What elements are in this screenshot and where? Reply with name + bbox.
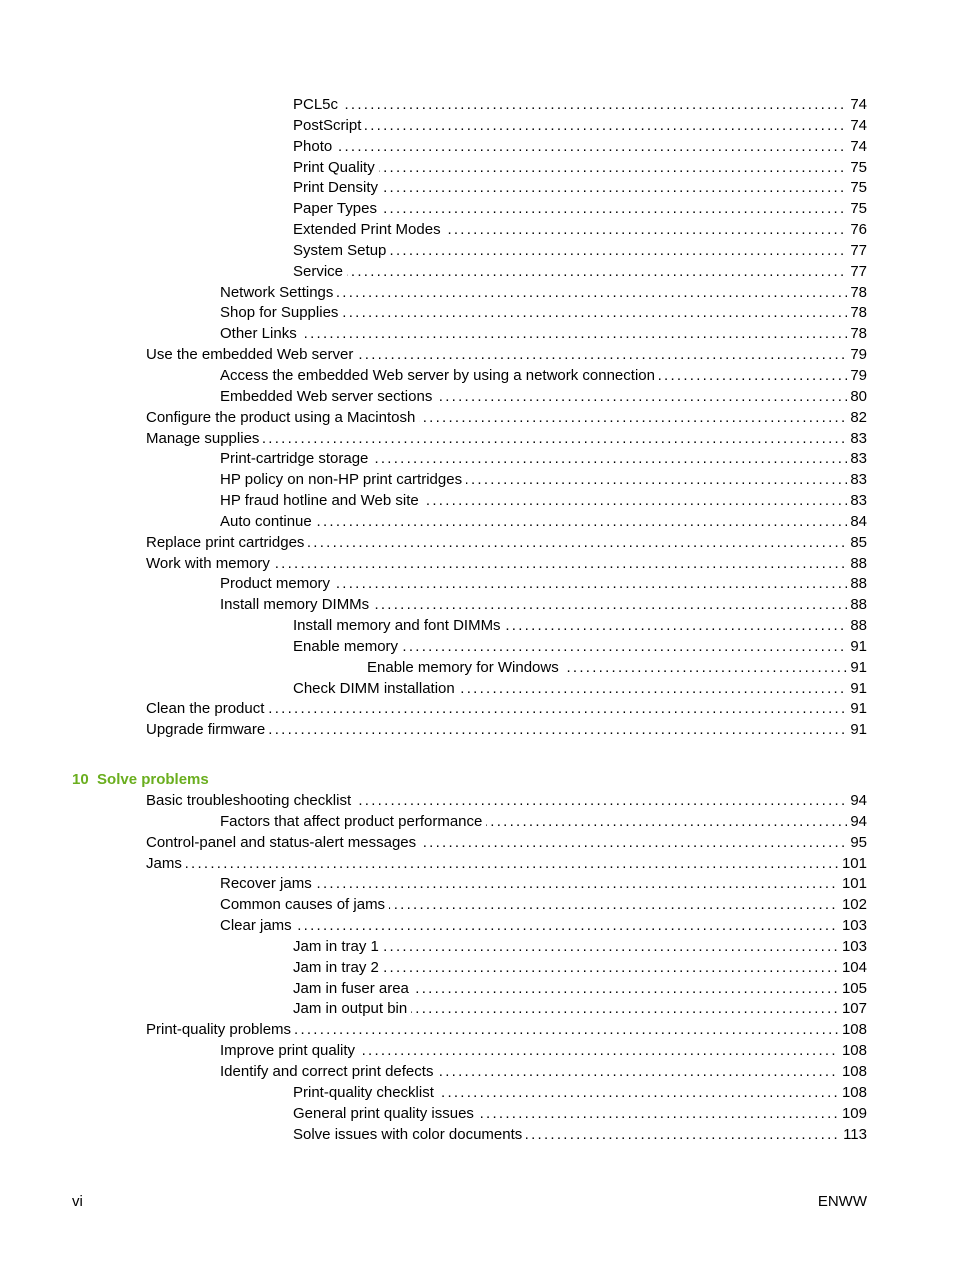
toc-entry[interactable] — [293, 220, 954, 241]
toc-entry-page: 76 — [847, 220, 867, 241]
toc-entry-page: 83 — [847, 449, 867, 470]
toc-entry[interactable] — [293, 1083, 954, 1104]
toc-entry-page: 94 — [847, 791, 867, 812]
toc-entry-leader — [220, 895, 867, 916]
toc-entry-page: 83 — [847, 491, 867, 512]
toc-entry-title: Jam in output bin — [293, 1000, 411, 1017]
toc-entry[interactable] — [293, 679, 954, 700]
toc-entry[interactable] — [293, 1125, 954, 1146]
toc-entry-page: 83 — [847, 429, 867, 450]
toc-entry-leader — [220, 1062, 867, 1083]
toc-entry-page: 103 — [839, 916, 867, 937]
toc-entry-leader — [293, 158, 867, 179]
toc-entry[interactable] — [146, 429, 954, 450]
toc-entry-title: Replace print cartridges — [146, 534, 308, 551]
toc-entry[interactable] — [293, 637, 954, 658]
toc-entry[interactable] — [220, 812, 954, 833]
toc-entry-title: Paper Types — [293, 200, 381, 217]
toc-entry-leader — [220, 470, 867, 491]
table-of-contents — [0, 95, 954, 1145]
toc-entry[interactable] — [146, 1020, 954, 1041]
toc-entry-page: 113 — [840, 1125, 867, 1146]
chapter-title: Solve problems — [97, 771, 209, 789]
toc-entry[interactable] — [146, 791, 954, 812]
toc-entry[interactable] — [293, 199, 954, 220]
toc-entry-title: Basic troubleshooting checklist — [146, 792, 355, 809]
toc-entry-title: PCL5c — [293, 96, 342, 113]
toc-entry[interactable] — [220, 324, 954, 345]
toc-entry-title: Print Quality — [293, 159, 379, 176]
toc-entry-title: General print quality issues — [293, 1105, 478, 1122]
toc-entry[interactable] — [220, 895, 954, 916]
toc-entry-page: 88 — [847, 574, 867, 595]
toc-entry-page: 77 — [847, 262, 867, 283]
toc-entry-leader — [220, 595, 867, 616]
toc-entry-page: 88 — [847, 554, 867, 575]
toc-entry-title: Auto continue — [220, 513, 316, 530]
toc-entry-title: Identify and correct print defects — [220, 1063, 437, 1080]
toc-entry[interactable] — [146, 533, 954, 554]
toc-entry[interactable] — [146, 833, 954, 854]
toc-entry-page: 91 — [847, 679, 867, 700]
toc-entry-page: 104 — [839, 958, 867, 979]
toc-entry-title: Factors that affect product performance — [220, 813, 486, 830]
toc-entry-page: 109 — [839, 1104, 867, 1125]
toc-entry-title: Other Links — [220, 325, 301, 342]
toc-entry-leader — [293, 999, 867, 1020]
document-code: ENWW — [817, 1193, 867, 1210]
toc-entry-leader — [220, 366, 867, 387]
toc-entry-title: Access the embedded Web server by using a network connection — [220, 367, 659, 384]
toc-entry[interactable] — [293, 178, 954, 199]
toc-entry[interactable] — [146, 699, 954, 720]
toc-entry-page: 80 — [847, 387, 867, 408]
toc-entry-title: Use the embedded Web server — [146, 346, 357, 363]
toc-entry[interactable] — [220, 470, 954, 491]
toc-entry[interactable] — [220, 283, 954, 304]
toc-entry-leader — [220, 812, 867, 833]
toc-entry-leader — [293, 137, 867, 158]
toc-entry-title: Clean the product — [146, 700, 268, 717]
toc-entry-leader — [146, 1020, 867, 1041]
toc-entry[interactable] — [220, 366, 954, 387]
toc-entry-page: 88 — [847, 616, 867, 637]
toc-entry-leader — [293, 116, 867, 137]
toc-entry[interactable] — [220, 449, 954, 470]
toc-entry-page: 85 — [847, 533, 867, 554]
toc-entry[interactable] — [220, 491, 954, 512]
toc-entry-leader — [293, 220, 867, 241]
toc-entry-title: Configure the product using a Macintosh — [146, 409, 419, 426]
toc-entry-leader — [220, 574, 867, 595]
toc-entry-title: Clear jams — [220, 917, 296, 934]
toc-entry-page: 101 — [839, 874, 867, 895]
toc-entry-page: 108 — [839, 1041, 867, 1062]
toc-entry-page: 83 — [847, 470, 867, 491]
toc-entry-leader — [293, 241, 867, 262]
toc-entry[interactable] — [293, 241, 954, 262]
toc-entry-title: Print-quality problems — [146, 1021, 295, 1038]
toc-entry-leader — [293, 1083, 867, 1104]
toc-entry-page: 77 — [847, 241, 867, 262]
toc-entry-page: 91 — [847, 699, 867, 720]
toc-entry[interactable] — [220, 874, 954, 895]
toc-entry-page: 108 — [839, 1083, 867, 1104]
toc-entry-title: Extended Print Modes — [293, 221, 445, 238]
toc-entry-page: 91 — [847, 658, 867, 679]
toc-entry-leader — [220, 1041, 867, 1062]
toc-entry[interactable] — [293, 95, 954, 116]
toc-entry-title: Jam in fuser area — [293, 980, 413, 997]
toc-entry-title: Shop for Supplies — [220, 304, 342, 321]
toc-entry[interactable] — [146, 554, 954, 575]
toc-entry-page: 102 — [839, 895, 867, 916]
toc-entry-leader — [367, 658, 867, 679]
toc-entry-page: 108 — [839, 1062, 867, 1083]
toc-entry[interactable] — [220, 916, 954, 937]
toc-entry-title: Common causes of jams — [220, 896, 389, 913]
toc-entry-leader — [146, 833, 867, 854]
toc-entry-title: Product memory — [220, 575, 334, 592]
toc-entry-leader — [293, 1125, 867, 1146]
toc-entry-page: 84 — [847, 512, 867, 533]
toc-entry-title: Control-panel and status-alert messages — [146, 834, 420, 851]
toc-entry-title: Enable memory for Windows — [367, 659, 563, 676]
toc-entry[interactable] — [220, 1062, 954, 1083]
toc-entry-page: 75 — [847, 199, 867, 220]
toc-entry-title: Enable memory — [293, 638, 402, 655]
toc-entry[interactable] — [293, 616, 954, 637]
toc-entry-title: Photo — [293, 138, 336, 155]
toc-entry[interactable] — [146, 408, 954, 429]
toc-entry-leader — [146, 533, 867, 554]
toc-entry[interactable] — [293, 262, 954, 283]
toc-entry-title: Manage supplies — [146, 430, 263, 447]
toc-entry-leader — [293, 637, 867, 658]
toc-entry-page: 82 — [847, 408, 867, 429]
toc-entry-page: 78 — [847, 283, 867, 304]
toc-entry-title: Solve issues with color documents — [293, 1126, 526, 1143]
toc-entry-leader — [146, 345, 867, 366]
toc-entry[interactable] — [293, 137, 954, 158]
toc-entry[interactable] — [367, 658, 954, 679]
toc-entries-top — [0, 95, 954, 741]
toc-entry-title: Embedded Web server sections — [220, 388, 436, 405]
toc-entry[interactable] — [146, 854, 954, 875]
toc-entry-title: Upgrade firmware — [146, 721, 269, 738]
toc-entry-leader — [146, 854, 867, 875]
toc-entry[interactable] — [146, 345, 954, 366]
toc-entry-title: PostScript — [293, 117, 365, 134]
toc-entry-leader — [220, 874, 867, 895]
toc-entry-title: Service — [293, 263, 347, 280]
toc-entry[interactable] — [293, 958, 954, 979]
toc-entry[interactable] — [220, 303, 954, 324]
toc-entry[interactable] — [220, 387, 954, 408]
toc-entry-title: Network Settings — [220, 284, 337, 301]
toc-entry-title: Check DIMM installation — [293, 680, 459, 697]
toc-entry-leader — [146, 720, 867, 741]
toc-entry-title: Print-cartridge storage — [220, 450, 372, 467]
toc-entry-page: 74 — [847, 95, 867, 116]
toc-entry-page: 91 — [847, 637, 867, 658]
toc-entry-page: 105 — [839, 979, 867, 1000]
toc-entry[interactable] — [220, 574, 954, 595]
toc-entry-title: Jam in tray 1 — [293, 938, 383, 955]
toc-entry-leader — [220, 283, 867, 304]
toc-entry-leader — [293, 979, 867, 1000]
toc-entry-leader — [220, 512, 867, 533]
page-footer — [72, 1192, 867, 1212]
toc-entry-page: 103 — [839, 937, 867, 958]
toc-entry-leader — [146, 429, 867, 450]
toc-entry-page: 75 — [847, 158, 867, 179]
toc-entry-leader — [220, 491, 867, 512]
toc-entry-leader — [220, 387, 867, 408]
toc-entry-leader — [146, 408, 867, 429]
toc-entry-title: Print Density — [293, 179, 382, 196]
toc-entry[interactable] — [293, 116, 954, 137]
toc-entry-leader — [293, 679, 867, 700]
toc-entry-page: 74 — [847, 137, 867, 158]
toc-entry-leader — [293, 95, 867, 116]
toc-entry-leader — [293, 178, 867, 199]
section-spacer — [0, 741, 954, 770]
toc-entry[interactable] — [293, 979, 954, 1000]
toc-entry-leader — [220, 303, 867, 324]
toc-entry-title: Recover jams — [220, 875, 316, 892]
toc-entry-leader — [220, 916, 867, 937]
toc-entry-title: HP fraud hotline and Web site — [220, 492, 423, 509]
chapter-number: 10 — [72, 771, 89, 789]
toc-entry-page: 101 — [839, 854, 867, 875]
toc-entry-leader — [293, 1104, 867, 1125]
toc-entries-chapter — [0, 791, 954, 1145]
toc-entry-page: 108 — [839, 1020, 867, 1041]
toc-entry[interactable] — [220, 595, 954, 616]
toc-entry-page: 79 — [847, 345, 867, 366]
toc-entry[interactable] — [293, 999, 954, 1020]
chapter-heading[interactable] — [72, 770, 954, 791]
toc-entry-title: Install memory and font DIMMs — [293, 617, 505, 634]
toc-entry-title: Print-quality checklist — [293, 1084, 438, 1101]
toc-entry[interactable] — [220, 1041, 954, 1062]
page-number-label: vi — [72, 1193, 83, 1210]
toc-entry[interactable] — [146, 720, 954, 741]
toc-entry-page: 91 — [847, 720, 867, 741]
toc-entry-page: 78 — [847, 303, 867, 324]
toc-entry-page: 75 — [847, 178, 867, 199]
toc-entry-leader — [146, 791, 867, 812]
toc-entry-leader — [146, 554, 867, 575]
toc-entry-title: Install memory DIMMs — [220, 596, 373, 613]
toc-entry-title: Work with memory — [146, 555, 274, 572]
toc-entry-page: 74 — [847, 116, 867, 137]
toc-entry-title: Improve print quality — [220, 1042, 359, 1059]
toc-entry[interactable] — [220, 512, 954, 533]
toc-entry-leader — [293, 958, 867, 979]
toc-entry-leader — [220, 449, 867, 470]
toc-entry-page: 94 — [847, 812, 867, 833]
toc-entry-leader — [293, 616, 867, 637]
toc-entry[interactable] — [293, 1104, 954, 1125]
toc-entry-title: Jams — [146, 855, 186, 872]
toc-entry-title: HP policy on non-HP print cartridges — [220, 471, 466, 488]
toc-entry[interactable] — [293, 158, 954, 179]
toc-entry-leader — [293, 937, 867, 958]
toc-entry-page: 95 — [847, 833, 867, 854]
toc-entry-leader — [293, 199, 867, 220]
toc-entry-leader — [220, 324, 867, 345]
toc-entry-leader — [146, 699, 867, 720]
toc-entry-page: 78 — [847, 324, 867, 345]
toc-entry-page: 88 — [847, 595, 867, 616]
toc-entry-title: Jam in tray 2 — [293, 959, 383, 976]
toc-entry[interactable] — [293, 937, 954, 958]
toc-entry-page: 107 — [839, 999, 867, 1020]
toc-entry-page: 79 — [847, 366, 867, 387]
toc-entry-title: System Setup — [293, 242, 390, 259]
toc-entry-leader — [293, 262, 867, 283]
